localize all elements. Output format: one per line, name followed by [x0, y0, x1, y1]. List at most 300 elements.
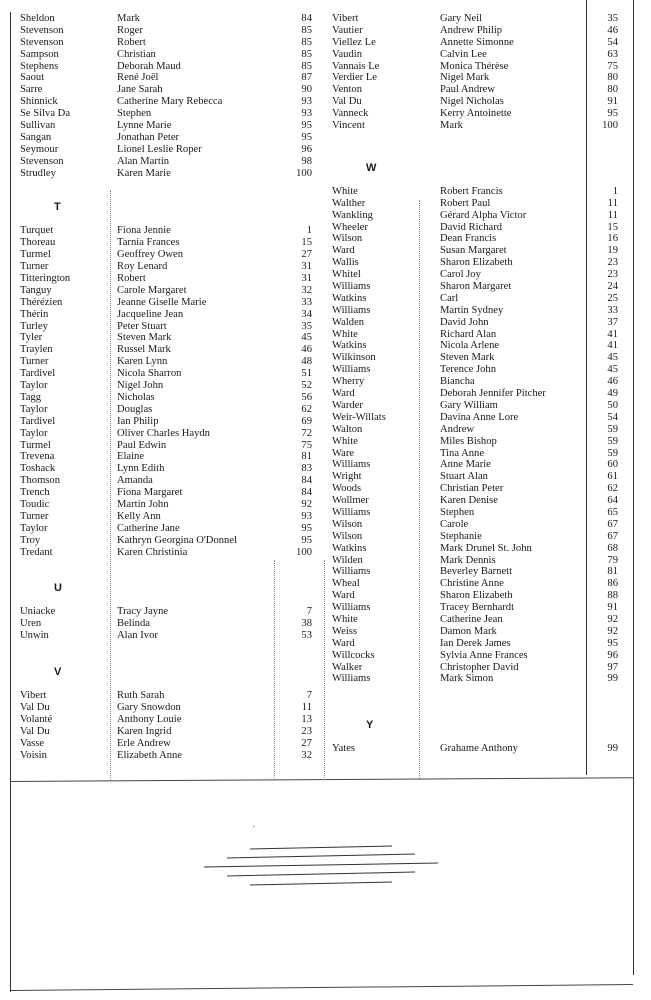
number-cell: 23: [301, 725, 312, 737]
surname-cell: Williams: [332, 602, 371, 614]
ornament-line: [250, 882, 392, 885]
given-names-cell: Lynn Edith: [117, 463, 165, 475]
number-cell: 11: [607, 197, 618, 209]
surname-cell: Walton: [332, 423, 363, 435]
surname-cell: Troy: [20, 534, 41, 546]
number-cell: 92: [607, 613, 618, 625]
number-cell: 24: [607, 281, 618, 293]
given-names-cell: Paul Andrew: [440, 84, 496, 96]
surname-cell: Sampson: [20, 48, 59, 60]
given-names-cell: Stuart Alan: [440, 471, 488, 483]
given-names-cell: Mark Simon: [440, 673, 494, 685]
number-cell: 100: [602, 120, 618, 132]
surname-cell: Stevenson: [20, 36, 64, 48]
given-names-cell: Elaine: [117, 451, 145, 463]
surname-cell: Shinnick: [20, 96, 58, 108]
number-cell: 61: [607, 471, 618, 483]
given-names-cell: Gary Neil: [440, 13, 483, 24]
surname-cell: Thoreau: [20, 237, 56, 249]
surname-cell: Voisin: [20, 749, 47, 761]
number-cell: 98: [301, 155, 312, 167]
surname-cell: Ward: [332, 245, 355, 257]
given-names-cell: Beverley Barnett: [440, 566, 513, 578]
surname-cell: Turmel: [20, 249, 51, 261]
given-names-cell: Stephen: [117, 108, 152, 120]
number-cell: 90: [301, 84, 312, 96]
given-names-cell: Susan Margaret: [440, 245, 507, 257]
given-names-cell: Alan Ivor: [117, 630, 158, 642]
number-cell: 65: [607, 506, 618, 518]
given-names-cell: Ian Derek James: [440, 637, 511, 649]
surname-cell: Tyler: [20, 332, 43, 344]
number-cell: 19: [607, 245, 618, 257]
number-cell: 23: [607, 269, 618, 281]
section-letter-heading: T: [54, 201, 61, 214]
given-names-cell: David John: [440, 316, 489, 328]
given-names-cell: Damon Mark: [440, 625, 497, 637]
number-cell: 46: [607, 24, 618, 36]
surname-cell: Thérézien: [20, 296, 63, 308]
number-cell: 91: [607, 96, 618, 108]
given-names-cell: Karen Christinia: [117, 546, 188, 558]
number-cell: 80: [607, 72, 618, 84]
surname-cell: Vannais Le: [332, 60, 380, 72]
surname-cell: Tredant: [20, 546, 53, 558]
number-cell: 72: [301, 427, 312, 439]
number-cell: 99: [607, 743, 618, 755]
number-cell: 53: [301, 630, 312, 642]
given-names-cell: Jane Sarah: [117, 84, 163, 96]
surname-cell: Uren: [20, 618, 42, 630]
surname-cell: Williams: [332, 566, 371, 578]
given-names-cell: Jeanne Giselle Marie: [117, 296, 207, 308]
number-cell: 7: [306, 606, 312, 618]
number-cell: 75: [301, 439, 312, 451]
given-names-cell: Lionel Leslie Roper: [117, 143, 202, 155]
given-names-cell: Carol Joy: [440, 269, 481, 281]
surname-cell: White: [332, 613, 358, 625]
surname-cell: Williams: [332, 459, 371, 471]
given-names-cell: Robert Francis: [440, 185, 503, 197]
number-cell: 32: [301, 284, 312, 296]
surname-cell: Vibert: [332, 13, 359, 24]
number-cell: 92: [607, 625, 618, 637]
surname-cell: Seymour: [20, 143, 59, 155]
ornament-line: [227, 854, 415, 858]
surname-cell: Turner: [20, 510, 49, 522]
given-names-cell: Gary Snowdon: [117, 701, 181, 713]
surname-cell: Val Du: [20, 725, 50, 737]
given-names-cell: Nigel Mark: [440, 72, 490, 84]
surname-cell: Williams: [332, 673, 371, 685]
number-cell: 63: [607, 48, 618, 60]
given-names-cell: Roy Lenard: [117, 261, 168, 273]
section-letter-heading: V: [54, 666, 62, 679]
surname-cell: Stevenson: [20, 155, 64, 167]
number-cell: 15: [607, 221, 618, 233]
surname-cell: Willcocks: [332, 649, 375, 661]
given-names-cell: Miles Bishop: [440, 435, 497, 447]
surname-cell: Vanneck: [332, 108, 369, 120]
number-cell: 54: [607, 36, 618, 48]
number-cell: 52: [301, 380, 312, 392]
number-cell: 67: [607, 530, 618, 542]
number-cell: 27: [301, 737, 312, 749]
given-names-cell: Peter Stuart: [117, 320, 167, 332]
given-names-cell: Catherine Jane: [117, 522, 180, 534]
surname-cell: Vaudin: [332, 48, 363, 60]
given-names-cell: Deborah Maud: [117, 60, 181, 72]
number-cell: 92: [301, 498, 312, 510]
surname-cell: Sangan: [20, 131, 52, 143]
number-cell: 1: [612, 185, 618, 197]
number-cell: 69: [301, 415, 312, 427]
number-cell: 85: [301, 36, 312, 48]
surname-cell: Tagg: [20, 391, 42, 403]
number-cell: 46: [607, 376, 618, 388]
ornament-line: [227, 872, 415, 876]
number-cell: 32: [301, 749, 312, 761]
given-names-cell: Kelly Ann: [117, 510, 161, 522]
given-names-cell: Catherine Jean: [440, 613, 503, 625]
surname-cell: Wankling: [332, 209, 373, 221]
surname-cell: Thomson: [20, 475, 61, 487]
surname-cell: Williams: [332, 281, 371, 293]
surname-cell: Wright: [332, 471, 362, 483]
surname-cell: Trench: [20, 487, 50, 499]
surname-cell: Watkins: [332, 542, 367, 554]
number-cell: 13: [301, 713, 312, 725]
number-cell: 51: [301, 368, 312, 380]
surname-cell: Wheal: [332, 578, 360, 590]
surname-cell: Taylor: [20, 522, 48, 534]
given-names-cell: Nigel John: [117, 380, 164, 392]
surname-cell: Wilson: [332, 233, 363, 245]
number-cell: 95: [301, 522, 312, 534]
number-cell: 100: [296, 167, 312, 179]
number-cell: 27: [301, 249, 312, 261]
number-cell: 86: [607, 578, 618, 590]
surname-cell: Ward: [332, 637, 355, 649]
number-cell: 59: [607, 423, 618, 435]
number-cell: 34: [301, 308, 312, 320]
surname-cell: Warder: [332, 399, 363, 411]
surname-cell: Toudic: [20, 498, 50, 510]
given-names-cell: Anthony Louie: [117, 713, 182, 725]
surname-cell: Walden: [332, 316, 365, 328]
given-names-cell: Christian: [117, 48, 156, 60]
number-cell: 41: [607, 340, 618, 352]
given-names-cell: Douglas: [117, 403, 153, 415]
given-names-cell: Stephanie: [440, 530, 482, 542]
given-names-cell: Ruth Sarah: [117, 690, 165, 702]
surname-cell: Taylor: [20, 403, 48, 415]
surname-cell: Stevenson: [20, 24, 64, 36]
given-names-cell: Christopher David: [440, 661, 519, 673]
given-names-cell: Tracey Bernhardt: [440, 602, 515, 614]
number-cell: 93: [301, 510, 312, 522]
number-cell: 7: [306, 690, 312, 702]
given-names-cell: Alan Martin: [117, 155, 170, 167]
number-cell: 99: [607, 673, 618, 685]
given-names-cell: Karen Ingrid: [117, 725, 172, 737]
surname-cell: Venton: [332, 84, 363, 96]
number-cell: 50: [607, 399, 618, 411]
surname-cell: Wheeler: [332, 221, 368, 233]
given-names-cell: Belinda: [117, 618, 150, 630]
surname-cell: Wilkinson: [332, 352, 376, 364]
given-names-cell: Sharon Elizabeth: [440, 590, 513, 602]
given-names-cell: Biancha: [440, 376, 475, 388]
surname-cell: Sarre: [20, 84, 43, 96]
surname-cell: Strudley: [20, 167, 56, 179]
given-names-cell: Deborah Jennifer Pitcher: [440, 388, 546, 400]
surname-cell: Watkins: [332, 292, 367, 304]
given-names-cell: Roger: [117, 24, 143, 36]
number-cell: 81: [607, 566, 618, 578]
given-names-cell: Gary William: [440, 399, 498, 411]
number-cell: 85: [301, 24, 312, 36]
surname-cell: Wilson: [332, 518, 363, 530]
given-names-cell: Grahame Anthony: [440, 743, 518, 755]
number-cell: 60: [607, 459, 618, 471]
surname-cell: Weiss: [332, 625, 358, 637]
number-cell: 100: [296, 546, 312, 558]
number-cell: 59: [607, 435, 618, 447]
given-names-cell: David Richard: [440, 221, 503, 233]
number-cell: 45: [301, 332, 312, 344]
given-names-cell: Calvin Lee: [440, 48, 487, 60]
number-cell: 85: [301, 60, 312, 72]
given-names-cell: Jonathan Peter: [117, 131, 180, 143]
surname-cell: Titterington: [20, 273, 71, 285]
surname-cell: Wherry: [332, 376, 365, 388]
given-names-cell: Dean Francis: [440, 233, 497, 245]
given-names-cell: Christian Peter: [440, 483, 504, 495]
given-names-cell: Paul Edwin: [117, 439, 167, 451]
surname-cell: Williams: [332, 304, 371, 316]
surname-cell: Vasse: [20, 737, 45, 749]
given-names-cell: Robert: [117, 36, 146, 48]
number-cell: 11: [607, 209, 618, 221]
number-cell: 59: [607, 447, 618, 459]
surname-cell: Stephens: [20, 60, 59, 72]
surname-cell: White: [332, 185, 358, 197]
surname-cell: Ward: [332, 590, 355, 602]
surname-cell: Williams: [332, 506, 371, 518]
number-cell: 38: [301, 618, 312, 630]
given-names-cell: Martin John: [117, 498, 169, 510]
given-names-cell: Nicola Arlene: [440, 340, 500, 352]
number-cell: 88: [607, 590, 618, 602]
number-cell: 64: [607, 495, 618, 507]
surname-cell: Tardivel: [20, 415, 56, 427]
surname-cell: Val Du: [20, 701, 50, 713]
surname-cell: Toshack: [20, 463, 56, 475]
given-names-cell: Ian Philip: [117, 415, 159, 427]
surname-cell: White: [332, 435, 358, 447]
surname-cell: Sheldon: [20, 13, 55, 24]
given-names-cell: Tracy Jayne: [117, 606, 169, 618]
surname-cell: Turquet: [20, 225, 54, 237]
given-names-cell: Mark: [117, 13, 140, 24]
number-cell: 33: [607, 304, 618, 316]
surname-cell: Walker: [332, 661, 363, 673]
number-cell: 91: [607, 602, 618, 614]
number-cell: 80: [607, 84, 618, 96]
surname-cell: Williams: [332, 364, 371, 376]
given-names-cell: Anne Marie: [440, 459, 491, 471]
number-cell: 31: [301, 261, 312, 273]
given-names-cell: Kerry Antoinette: [440, 108, 512, 120]
surname-cell: Weir-Willats: [332, 411, 386, 423]
given-names-cell: Davina Anne Lore: [440, 411, 519, 423]
surname-cell: Taylor: [20, 427, 48, 439]
number-cell: 97: [607, 661, 618, 673]
number-cell: 1: [306, 225, 312, 237]
given-names-cell: Richard Alan: [440, 328, 497, 340]
number-cell: 93: [301, 96, 312, 108]
number-cell: 48: [301, 356, 312, 368]
number-cell: 75: [607, 60, 618, 72]
surname-cell: Val Du: [332, 96, 362, 108]
given-names-cell: Mark: [440, 120, 463, 132]
number-cell: 49: [607, 388, 618, 400]
surname-cell: Watkins: [332, 340, 367, 352]
number-cell: 68: [607, 542, 618, 554]
given-names-cell: Nicola Sharron: [117, 368, 182, 380]
given-names-cell: Geoffrey Owen: [117, 249, 183, 261]
number-cell: 15: [301, 237, 312, 249]
surname-cell: Unwin: [20, 630, 49, 642]
given-names-cell: Gérard Alpha Victor: [440, 209, 527, 221]
given-names-cell: Karen Lynn: [117, 356, 168, 368]
given-names-cell: Jacqueline Jean: [117, 308, 184, 320]
surname-cell: Woods: [332, 483, 362, 495]
given-names-cell: Fiona Jennie: [117, 225, 171, 237]
number-cell: 95: [607, 637, 618, 649]
number-cell: 87: [301, 72, 312, 84]
given-names-cell: Sharon Elizabeth: [440, 257, 513, 269]
surname-cell: Turmel: [20, 439, 51, 451]
given-names-cell: Andrew Philip: [440, 24, 503, 36]
surname-cell: Ward: [332, 388, 355, 400]
number-cell: 41: [607, 328, 618, 340]
given-names-cell: Robert Paul: [440, 197, 491, 209]
given-names-cell: Andrew: [440, 423, 475, 435]
surname-cell: Turley: [20, 320, 48, 332]
number-cell: 45: [607, 364, 618, 376]
number-cell: 95: [301, 534, 312, 546]
number-cell: 81: [301, 451, 312, 463]
number-cell: 84: [301, 487, 312, 499]
number-cell: 95: [301, 131, 312, 143]
number-cell: 31: [301, 273, 312, 285]
number-cell: 45: [607, 352, 618, 364]
number-cell: 85: [301, 48, 312, 60]
surname-cell: Turner: [20, 356, 49, 368]
surname-cell: White: [332, 328, 358, 340]
given-names-cell: Terence John: [440, 364, 497, 376]
given-names-cell: Mark Dennis: [440, 554, 496, 566]
surname-cell: Volanté: [20, 713, 53, 725]
given-names-cell: Monica Thérèse: [440, 60, 509, 72]
section-letter-heading: W: [366, 161, 377, 174]
given-names-cell: Christine Anne: [440, 578, 504, 590]
number-cell: 33: [301, 296, 312, 308]
given-names-cell: Erle Andrew: [117, 737, 171, 749]
number-cell: 95: [301, 120, 312, 132]
surname-cell: Ware: [332, 447, 355, 459]
surname-cell: Trevena: [20, 451, 55, 463]
number-cell: 84: [301, 475, 312, 487]
number-cell: 96: [607, 649, 618, 661]
number-cell: 46: [301, 344, 312, 356]
given-names-cell: Elizabeth Anne: [117, 749, 183, 761]
surname-cell: Tanguy: [20, 284, 52, 296]
given-names-cell: Kathryn Georgina O'Donnel: [117, 534, 237, 546]
number-cell: 54: [607, 411, 618, 423]
given-names-cell: Karen Marie: [117, 167, 171, 179]
surname-cell: Tardivel: [20, 368, 56, 380]
given-names-cell: Sharon Margaret: [440, 281, 512, 293]
given-names-cell: Steven Mark: [117, 332, 172, 344]
given-names-cell: Nicholas: [117, 391, 155, 403]
number-cell: 62: [607, 483, 618, 495]
surname-cell: Traylen: [20, 344, 53, 356]
given-names-cell: Fiona Margaret: [117, 487, 183, 499]
given-names-cell: Oliver Charles Haydn: [117, 427, 210, 439]
given-names-cell: Carole Margaret: [117, 284, 187, 296]
number-cell: 16: [607, 233, 618, 245]
number-cell: 23: [607, 257, 618, 269]
number-cell: 96: [301, 143, 312, 155]
number-cell: 11: [301, 701, 312, 713]
surname-cell: Taylor: [20, 380, 48, 392]
number-cell: 25: [607, 292, 618, 304]
given-names-cell: Carole: [440, 518, 469, 530]
number-cell: 83: [301, 463, 312, 475]
surname-cell: Walther: [332, 197, 366, 209]
given-names-cell: Martin Sydney: [440, 304, 504, 316]
surname-cell: Se Silva Da: [20, 108, 71, 120]
number-cell: 67: [607, 518, 618, 530]
given-names-cell: Mark Drunel St. John: [440, 542, 532, 554]
given-names-cell: Stephen: [440, 506, 475, 518]
surname-cell: Vincent: [332, 120, 365, 132]
given-names-cell: Annette Simonne: [440, 36, 514, 48]
surname-cell: Whitel: [332, 269, 361, 281]
number-cell: 35: [607, 13, 618, 24]
given-names-cell: Nigel Nicholas: [440, 96, 504, 108]
given-names-cell: Amanda: [117, 475, 153, 487]
given-names-cell: Steven Mark: [440, 352, 495, 364]
number-cell: 95: [607, 108, 618, 120]
given-names-cell: Tarnia Frances: [117, 237, 180, 249]
surname-cell: Wallis: [332, 257, 359, 269]
ornament-line: [204, 863, 438, 867]
surname-cell: Wilson: [332, 530, 363, 542]
section-letter-heading: U: [54, 582, 62, 595]
given-names-cell: Tina Anne: [440, 447, 485, 459]
given-names-cell: Carl: [440, 292, 459, 304]
given-names-cell: Robert: [117, 273, 146, 285]
given-names-cell: Sylvia Anne Frances: [440, 649, 528, 661]
number-cell: 62: [301, 403, 312, 415]
surname-cell: Viellez Le: [332, 36, 376, 48]
surname-cell: Verdier Le: [332, 72, 377, 84]
number-cell: 84: [301, 13, 312, 24]
